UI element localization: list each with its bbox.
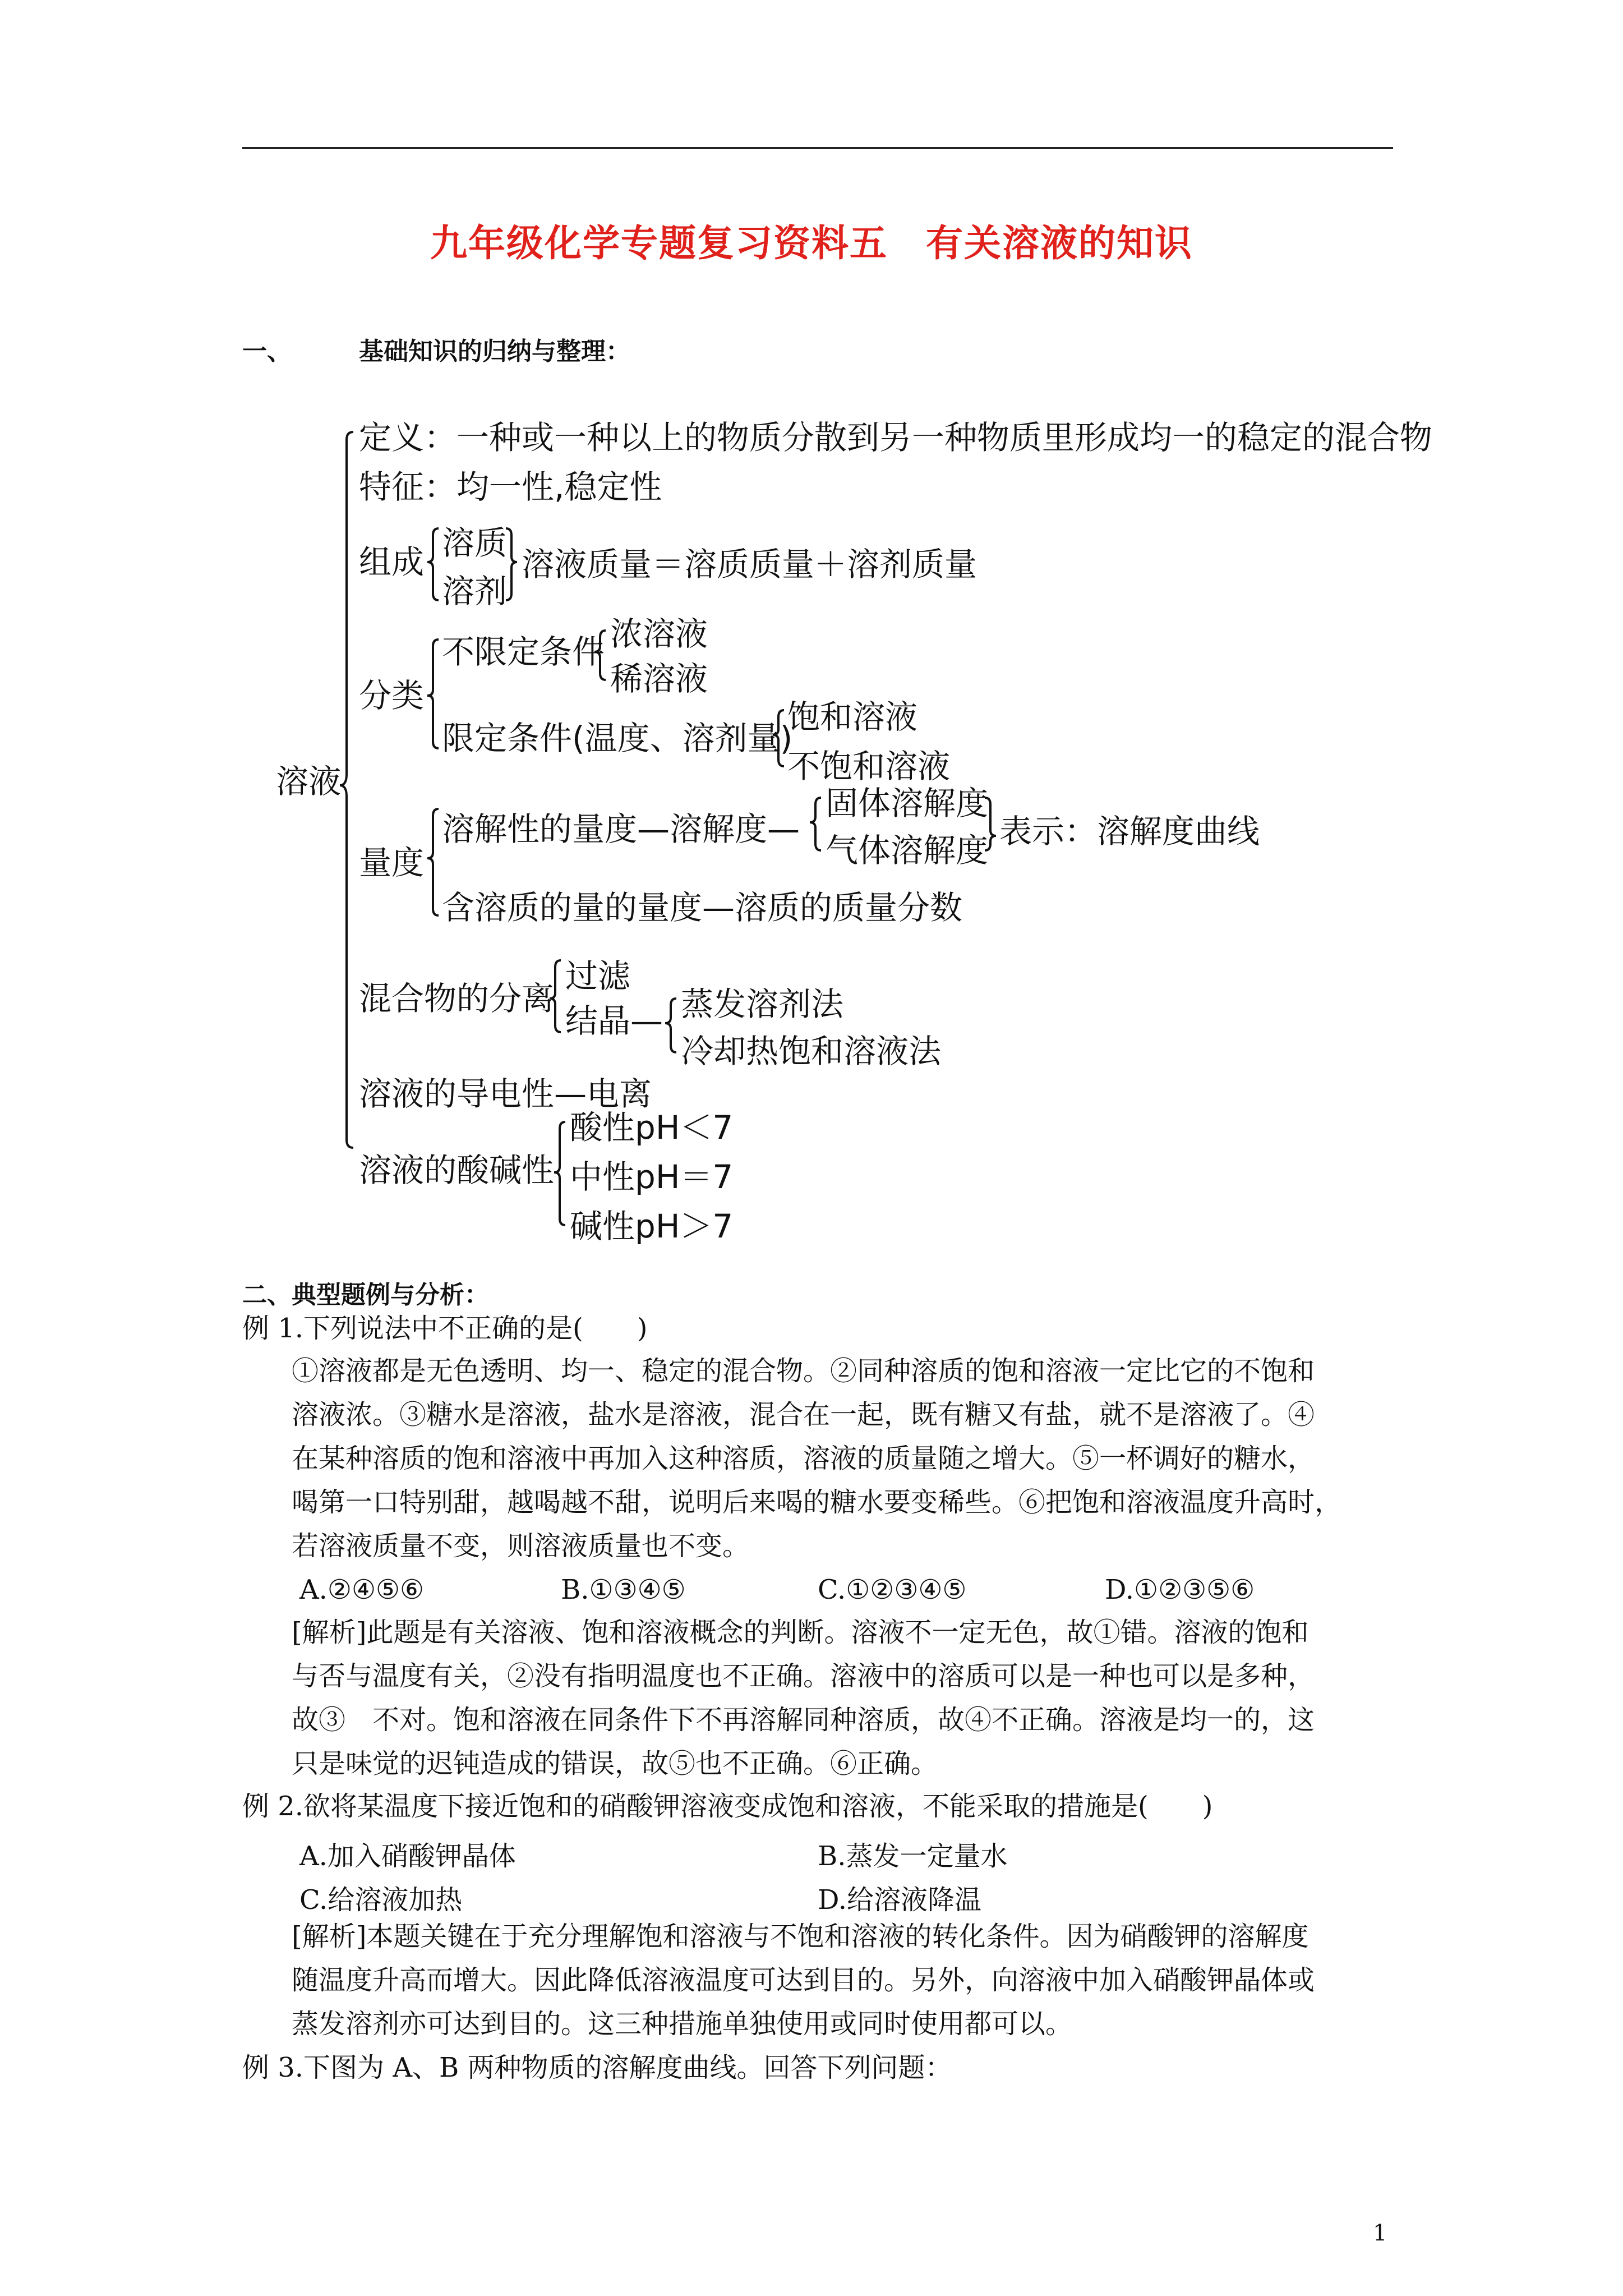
tree-mass-fraction: 含溶质的量的量度—溶质的质量分数 bbox=[442, 889, 963, 927]
tree-solute: 溶质 bbox=[442, 524, 508, 562]
ex2-option-b: B.蒸发一定量水 bbox=[818, 1841, 1008, 1872]
root-brace bbox=[340, 432, 353, 1148]
solubility-brace bbox=[810, 798, 821, 850]
page-number: 1 bbox=[1373, 2220, 1387, 2246]
ex2-analysis-line: [解析]本题关键在于充分理解饱和溶液与不饱和溶液的转化条件。因为硝酸钾的溶解度 bbox=[292, 1921, 1309, 1952]
section1-number: 一、 bbox=[242, 337, 292, 366]
ex1-option-b: B.①③④⑤ bbox=[561, 1574, 686, 1605]
ex1-body-line: ①溶液都是无色透明、均一、稳定的混合物。②同种溶质的饱和溶液一定比它的不饱和 bbox=[292, 1355, 1315, 1387]
ex2-analysis-line: 蒸发溶剂亦可达到目的。这三种措施单独使用或同时使用都可以。 bbox=[292, 2008, 1073, 2040]
tree-solid-solubility: 固体溶解度 bbox=[826, 784, 989, 822]
ex1-analysis-line: 故③ 不对。饱和溶液在同条件下不再溶解同种溶质，故④不正确。溶液是均一的，这 bbox=[292, 1704, 1315, 1736]
ex1-analysis-line: 与否与温度有关，②没有指明温度也不正确。溶液中的溶质可以是一种也可以是多种， bbox=[292, 1660, 1315, 1692]
composition-close-brace bbox=[506, 528, 517, 600]
ex1-option-c: C.①②③④⑤ bbox=[818, 1574, 967, 1605]
ex1-analysis-line: 只是味觉的迟钝造成的错误，故⑤也不正确。⑥正确。 bbox=[292, 1748, 938, 1779]
tree-separation-label: 混合物的分离 bbox=[359, 979, 555, 1018]
acidity-brace bbox=[554, 1122, 565, 1225]
ex2-option-d: D.给溶液降温 bbox=[818, 1884, 982, 1916]
tree-solvent: 溶剂 bbox=[442, 572, 508, 610]
ex2-option-c: C.给溶液加热 bbox=[299, 1884, 463, 1916]
tree-solubility: 溶解性的量度—溶解度— bbox=[442, 810, 800, 848]
tree-limited: 限定条件(温度、溶剂量) bbox=[442, 719, 793, 757]
tree-feature: 特征：均一性,稳定性 bbox=[359, 468, 662, 506]
tree-formula: 溶液质量＝溶质质量＋溶剂质量 bbox=[522, 545, 978, 583]
tree-conductivity: 溶液的导电性—电离 bbox=[359, 1075, 652, 1113]
composition-brace bbox=[427, 528, 439, 600]
crystal-brace bbox=[665, 999, 676, 1052]
tree-saturated: 饱和溶液 bbox=[787, 698, 918, 736]
tree-representation: 表示：溶解度曲线 bbox=[999, 812, 1260, 850]
section2-heading: 二、典型题例与分析： bbox=[242, 1281, 489, 1309]
tree-acidity-label: 溶液的酸碱性 bbox=[359, 1151, 555, 1189]
ex3-stem: 例 3.下图为 A、B 两种物质的溶解度曲线。回答下列问题： bbox=[242, 2052, 952, 2083]
classification-brace bbox=[427, 639, 439, 748]
tree-definition: 定义：一种或一种以上的物质分散到另一种物质里形成均一的稳定的混合物 bbox=[359, 418, 1433, 457]
ex2-analysis-line: 随温度升高而增大。因此降低溶液温度可达到目的。另外，向溶液中加入硝酸钾晶体或 bbox=[292, 1964, 1315, 1996]
tree-acidic: 酸性pH＜7 bbox=[570, 1108, 734, 1147]
ex1-stem: 例 1.下列说法中不正确的是( ) bbox=[242, 1313, 648, 1344]
ex2-stem: 例 2.欲将某温度下接近饱和的硝酸钾溶液变成饱和溶液，不能采取的措施是( ) bbox=[242, 1791, 1213, 1822]
page-title: 九年级化学专题复习资料五 有关溶液的知识 bbox=[430, 221, 1193, 265]
tree-unsaturated: 不饱和溶液 bbox=[787, 747, 951, 785]
tree-basic: 碱性pH＞7 bbox=[570, 1207, 734, 1245]
ex1-body-line: 在某种溶质的饱和溶液中再加入这种溶质，溶液的质量随之增大。⑤一杯调好的糖水， bbox=[292, 1443, 1315, 1474]
tree-root: 溶液 bbox=[276, 762, 342, 800]
ex1-option-a: A.②④⑤⑥ bbox=[299, 1574, 425, 1605]
ex1-body-line: 喝第一口特别甜，越喝越不甜，说明后来喝的糖水要变稀些。⑥把饱和溶液温度升高时， bbox=[292, 1487, 1342, 1518]
knowledge-tree-diagram bbox=[258, 415, 1436, 1257]
tree-dilute: 稀溶液 bbox=[610, 660, 708, 698]
header-rule bbox=[242, 147, 1393, 149]
tree-unlimited: 不限定条件 bbox=[442, 633, 605, 671]
ex1-body-line: 若溶液质量不变，则溶液质量也不变。 bbox=[292, 1530, 750, 1562]
tree-concentrated: 浓溶液 bbox=[610, 615, 708, 653]
tree-crystallization: 结晶— bbox=[565, 1002, 663, 1040]
tree-composition-label: 组成 bbox=[359, 543, 425, 581]
ex1-analysis-line: [解析]此题是有关溶液、饱和溶液概念的判断。溶液不一定无色，故①错。溶液的饱和 bbox=[292, 1617, 1309, 1648]
ex1-body-line: 溶液浓。③糖水是溶液，盐水是溶液，混合在一起，既有糖又有盐，就不是溶液了。④ bbox=[292, 1399, 1315, 1430]
tree-measure-label: 量度 bbox=[359, 844, 425, 882]
tree-filtration: 过滤 bbox=[565, 957, 631, 995]
measure-brace bbox=[427, 809, 439, 915]
tree-classification-label: 分类 bbox=[359, 677, 425, 715]
tree-evaporation: 蒸发溶剂法 bbox=[681, 985, 844, 1023]
tree-gas-solubility: 气体溶解度 bbox=[826, 831, 989, 869]
ex1-option-d: D.①②③⑤⑥ bbox=[1105, 1574, 1255, 1605]
section1-heading: 基础知识的归纳与整理： bbox=[359, 337, 630, 366]
tree-neutral: 中性pH＝7 bbox=[570, 1158, 734, 1196]
tree-cooling: 冷却热饱和溶液法 bbox=[681, 1032, 942, 1070]
ex2-option-a: A.加入硝酸钾晶体 bbox=[299, 1841, 516, 1872]
